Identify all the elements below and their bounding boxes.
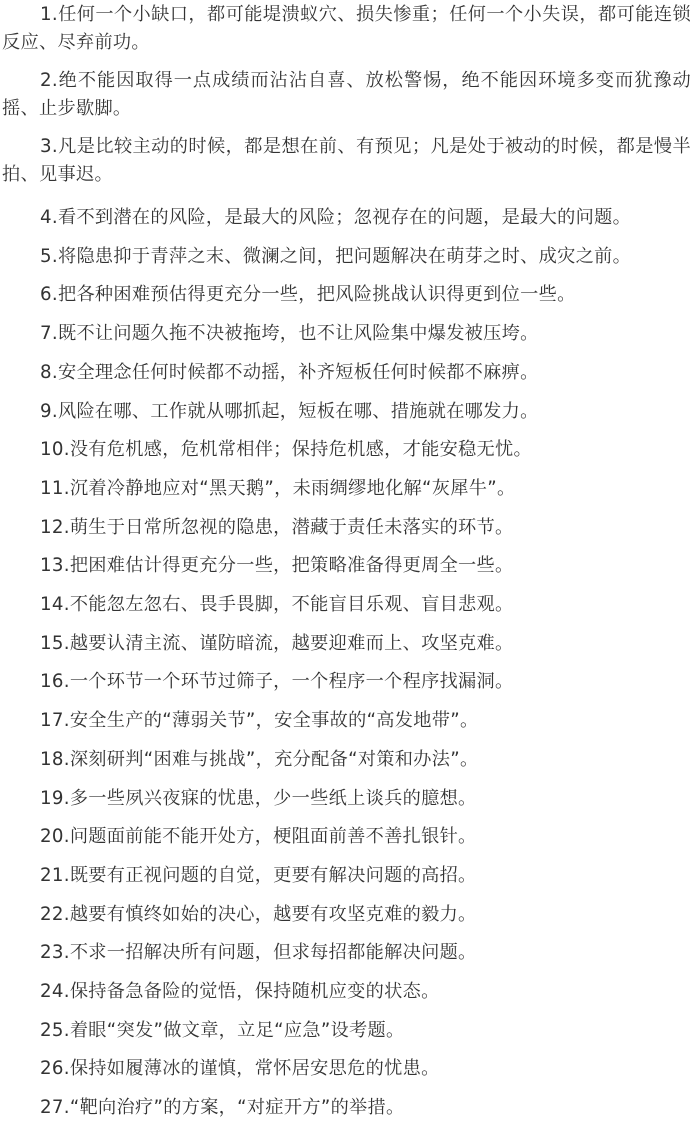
paragraph-2: 2.绝不能因取得一点成绩而沾沾自喜、放松警惕，绝不能因环境多变而犹豫动摇、止步歇脚。 xyxy=(2,70,691,119)
paragraph-4: 4.看不到潜在的风险，是最大的风险；忽视存在的问题，是最大的问题。 xyxy=(40,207,632,228)
paragraph-13: 13.把困难估计得更充分一些，把策略准备得更周全一些。 xyxy=(40,555,514,577)
paragraph-9: 9.风险在哪、工作就从哪抓起，短板在哪、措施就在哪发力。 xyxy=(40,400,539,422)
paragraph-8: 8.安全理念任何时候都不动摇，补齐短板任何时候都不麻痹。 xyxy=(40,361,539,383)
paragraph-19: 19.多一些夙兴夜寐的忧患，少一些纸上谈兵的臆想。 xyxy=(40,787,477,809)
paragraph-14: 14.不能忽左忽右、畏手畏脚，不能盲目乐观、盲目悲观。 xyxy=(40,594,514,616)
paragraph-1: 1.任何一个小缺口，都可能堤溃蚁穴、损失惨重；任何一个小失误，都可能连锁反应、尽弃前功。 xyxy=(2,4,691,53)
paragraph-3: 3.凡是比较主动的时候，都是想在前、有预见；凡是处于被动的时候，都是慢半拍、见事迟。 xyxy=(2,136,691,185)
paragraph-21: 21.既要有正视问题的自觉，更要有解决问题的高招。 xyxy=(40,864,477,886)
paragraph-16: 16.一个环节一个环节过筛子，一个程序一个程序找漏洞。 xyxy=(40,671,514,693)
paragraph-18: 18.深刻研判“困难与挑战”，充分配备“对策和办法”。 xyxy=(40,748,479,770)
paragraph-23: 23.不求一招解决所有问题，但求每招都能解决问题。 xyxy=(40,942,477,964)
paragraph-27: 27.“靶向治疗”的方案，“对症开方”的举措。 xyxy=(40,1097,405,1119)
paragraph-25: 25.着眼“突发”做文章，立足“应急”设考题。 xyxy=(40,1019,405,1041)
paragraph-15: 15.越要认清主流、谨防暗流，越要迎难而上、攻坚克难。 xyxy=(40,632,514,654)
paragraph-5: 5.将隐患抑于青萍之末、微澜之间，把问题解决在萌芽之时、成灾之前。 xyxy=(40,245,632,267)
paragraph-7: 7.既不让问题久拖不决被拖垮，也不让风险集中爆发被压垮。 xyxy=(40,323,539,345)
paragraph-22: 22.越要有慎终如始的决心，越要有攻坚克难的毅力。 xyxy=(40,903,477,925)
paragraph-26: 26.保持如履薄冰的谨慎，常怀居安思危的忧患。 xyxy=(40,1058,440,1080)
paragraph-12: 12.萌生于日常所忽视的隐患，潜藏于责任未落实的环节。 xyxy=(40,516,514,538)
paragraph-17: 17.安全生产的“薄弱关节”，安全事故的“高发地带”。 xyxy=(40,710,479,732)
paragraph-6: 6.把各种困难预估得更充分一些，把风险挑战认识得更到位一些。 xyxy=(40,284,576,306)
paragraph-11: 11.沉着冷静地应对“黑天鹅”，未雨绸缪地化解“灰犀牛”。 xyxy=(40,477,516,499)
paragraph-24: 24.保持备急备险的觉悟，保持随机应变的状态。 xyxy=(40,981,440,1003)
paragraph-10: 10.没有危机感，危机常相伴；保持危机感，才能安稳无忧。 xyxy=(40,439,533,461)
paragraph-20: 20.问题面前能不能开处方，梗阻面前善不善扎银针。 xyxy=(40,826,477,848)
